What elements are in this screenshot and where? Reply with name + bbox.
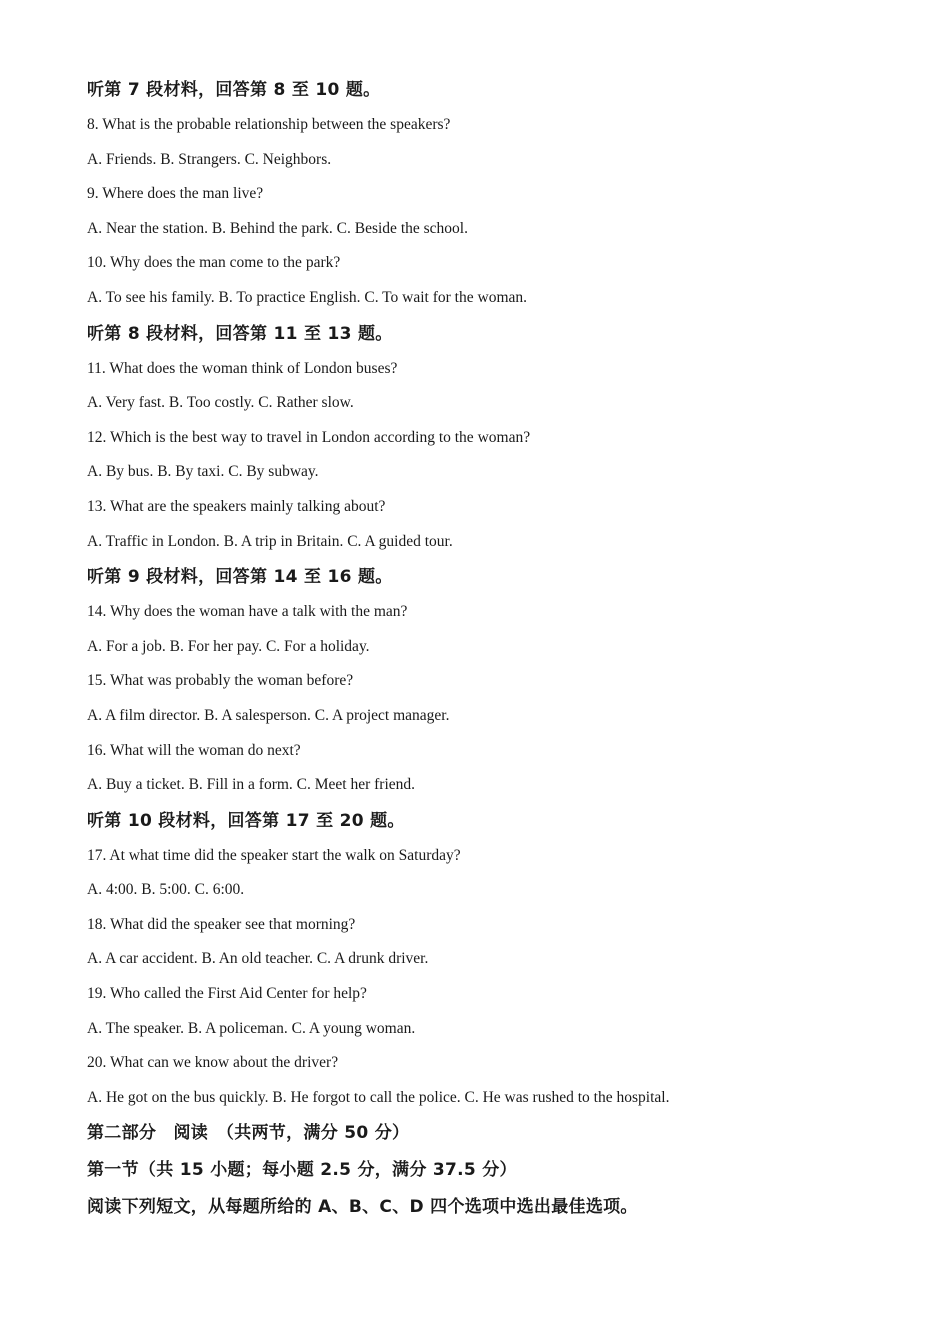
options-line: A. To see his family. B. To practice English. C. To wait for the woman. bbox=[87, 288, 528, 306]
options-line: A. By bus. B. By taxi. C. By subway. bbox=[87, 463, 319, 481]
options-line: A. Near the station. B. Behind the park. C. Beside the school. bbox=[87, 219, 468, 237]
options-line: A. A film director. B. A salesperson. C. A project manager. bbox=[87, 706, 450, 724]
question-line: 10. Why does the man come to the park? bbox=[87, 254, 341, 272]
question-line: 9. Where does the man live? bbox=[87, 185, 264, 203]
section-heading: 听第 10 段材料，回答第 17 至 20 题。 bbox=[87, 810, 405, 831]
listening-section-10 bbox=[87, 803, 907, 1116]
options-line: A. Buy a ticket. B. Fill in a form. C. Meet her friend. bbox=[87, 776, 416, 794]
question-line: 19. Who called the First Aid Center for help? bbox=[87, 985, 367, 1003]
question-line: 15. What was probably the woman before? bbox=[87, 672, 354, 690]
listening-section-9 bbox=[87, 559, 907, 803]
reading-part-header bbox=[87, 1115, 907, 1226]
section-one-title: 第一节（共 15 小题；每小题 2.5 分，满分 37.5 分） bbox=[87, 1160, 517, 1181]
listening-section-7 bbox=[87, 72, 907, 316]
question-line: 12. Which is the best way to travel in London according to the woman? bbox=[87, 428, 531, 446]
question-line: 11. What does the woman think of London buses? bbox=[87, 359, 398, 377]
question-line: 13. What are the speakers mainly talking about? bbox=[87, 497, 386, 515]
options-line: A. For a job. B. For her pay. C. For a holiday. bbox=[87, 637, 370, 655]
reading-instruction: 阅读下列短文，从每题所给的 A、B、C、D 四个选项中选出最佳选项。 bbox=[87, 1197, 638, 1218]
options-line: A. A car accident. B. An old teacher. C. A drunk driver. bbox=[87, 950, 429, 968]
options-line: A. Very fast. B. Too costly. C. Rather slow. bbox=[87, 394, 354, 412]
options-line: A. 4:00. B. 5:00. C. 6:00. bbox=[87, 881, 245, 899]
question-line: 18. What did the speaker see that morning? bbox=[87, 915, 356, 933]
question-line: 17. At what time did the speaker start the walk on Saturday? bbox=[87, 846, 461, 864]
section-heading: 听第 8 段材料，回答第 11 至 13 题。 bbox=[87, 323, 393, 344]
section-heading: 听第 9 段材料，回答第 14 至 16 题。 bbox=[87, 567, 393, 588]
question-line: 14. Why does the woman have a talk with the man? bbox=[87, 603, 408, 621]
document-page bbox=[87, 72, 907, 1226]
options-line: A. He got on the bus quickly. B. He forgot to call the police. C. He was rushed to the hospital. bbox=[87, 1088, 670, 1106]
question-line: 20. What can we know about the driver? bbox=[87, 1054, 339, 1072]
question-line: 16. What will the woman do next? bbox=[87, 741, 301, 759]
options-line: A. The speaker. B. A policeman. C. A young woman. bbox=[87, 1019, 416, 1037]
part-two-title: 第二部分 阅读 （共两节，满分 50 分） bbox=[87, 1123, 410, 1144]
options-line: A. Friends. B. Strangers. C. Neighbors. bbox=[87, 150, 332, 168]
section-heading: 听第 7 段材料，回答第 8 至 10 题。 bbox=[87, 80, 381, 100]
question-line: 8. What is the probable relationship between the speakers? bbox=[87, 116, 451, 133]
listening-section-8 bbox=[87, 316, 907, 560]
options-line: A. Traffic in London. B. A trip in Britain. C. A guided tour. bbox=[87, 532, 453, 550]
